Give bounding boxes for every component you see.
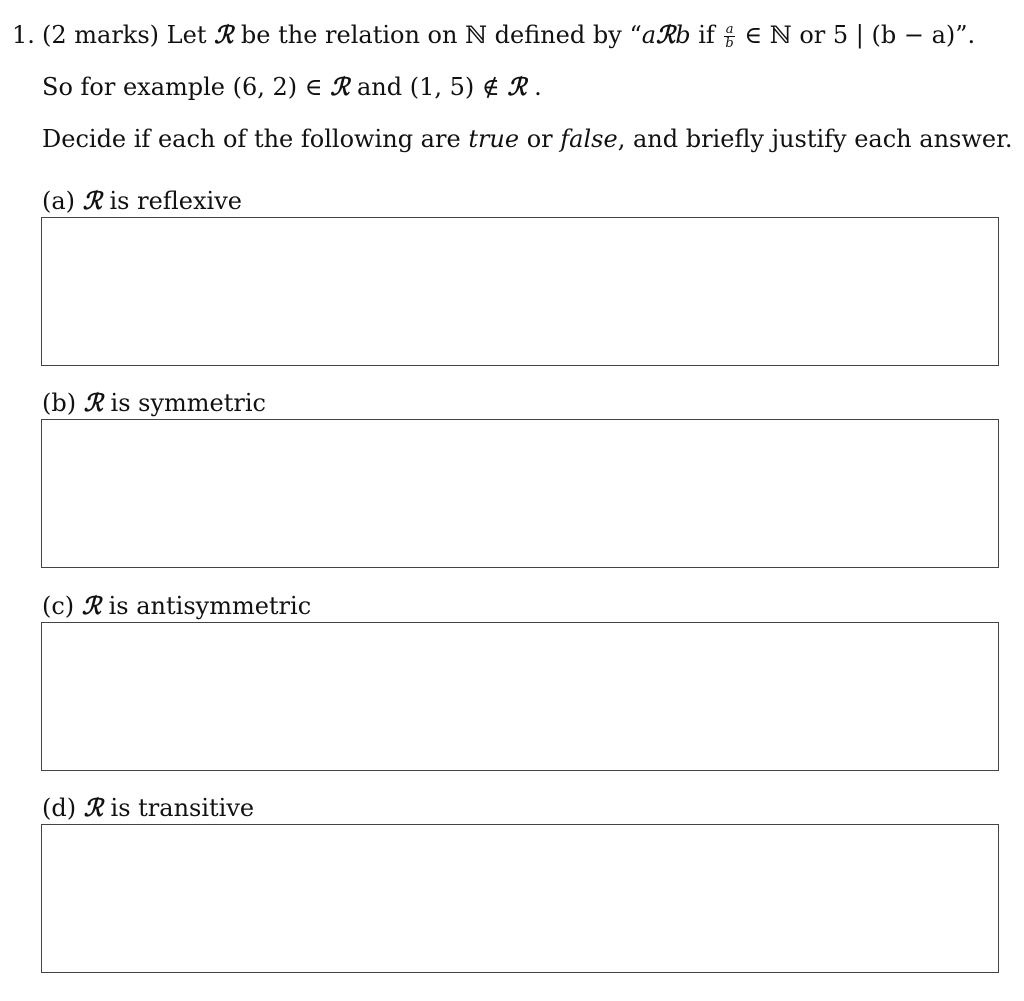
question-number: 1. (12, 21, 35, 49)
instructions-prefix: Decide if each of the following are (42, 125, 461, 153)
part-a-letter: (a) (42, 187, 76, 215)
definition-open-quote: “ (629, 21, 642, 49)
part-b-label (42, 389, 266, 417)
relation-symbol-part-a: ℛ (82, 186, 102, 215)
part-c-label (42, 592, 311, 620)
part-c-text: is antisymmetric (108, 592, 312, 620)
instructions-or: or (526, 125, 553, 153)
definition-if: if (698, 21, 715, 49)
relation-symbol-example-1: ℛ (330, 72, 350, 101)
fraction-a-over-b (724, 23, 734, 50)
example-line (42, 72, 542, 102)
relation-symbol-example-2: ℛ (507, 72, 527, 101)
example-prefix: So for example (6, 2) ∈ (42, 73, 323, 101)
answer-box-c[interactable] (41, 622, 999, 771)
example-middle: and (1, 5) ∉ (356, 73, 500, 101)
relation-symbol-part-d: ℛ (83, 793, 103, 822)
part-d-text: is transitive (110, 794, 255, 822)
part-a-label (42, 187, 242, 215)
relation-symbol: ℛ (214, 20, 234, 49)
relation-symbol-part-c: ℛ (81, 591, 101, 620)
part-b-text: is symmetric (110, 389, 266, 417)
instructions-suffix: , and briefly justify each answer. (617, 125, 1013, 153)
part-a-text: is reflexive (109, 187, 242, 215)
answer-box-d[interactable] (41, 824, 999, 973)
part-d-letter: (d) (42, 794, 77, 822)
relation-symbol-part-b: ℛ (83, 388, 103, 417)
instructions-true: true (468, 125, 520, 153)
question-be-relation: be the relation on ℕ defined by (240, 21, 622, 49)
example-suffix: . (534, 73, 542, 101)
answer-box-a[interactable] (41, 217, 999, 366)
definition-var-a: a (641, 21, 657, 49)
relation-symbol-inline: ℛ (656, 20, 676, 49)
definition-condition: ∈ ℕ or 5 | (b − a)”. (744, 21, 976, 49)
question-statement (42, 20, 975, 50)
instructions-line (42, 124, 1013, 154)
part-c-letter: (c) (42, 592, 75, 620)
part-b-letter: (b) (42, 389, 77, 417)
part-d-label (42, 794, 254, 822)
answer-box-b[interactable] (41, 419, 999, 568)
question-let: Let (166, 21, 207, 49)
fraction-denominator: b (725, 36, 734, 51)
definition-var-b: b (675, 21, 691, 49)
question-marks: (2 marks) (42, 21, 160, 49)
instructions-false: false (560, 125, 618, 153)
fraction-numerator: a (725, 22, 734, 37)
